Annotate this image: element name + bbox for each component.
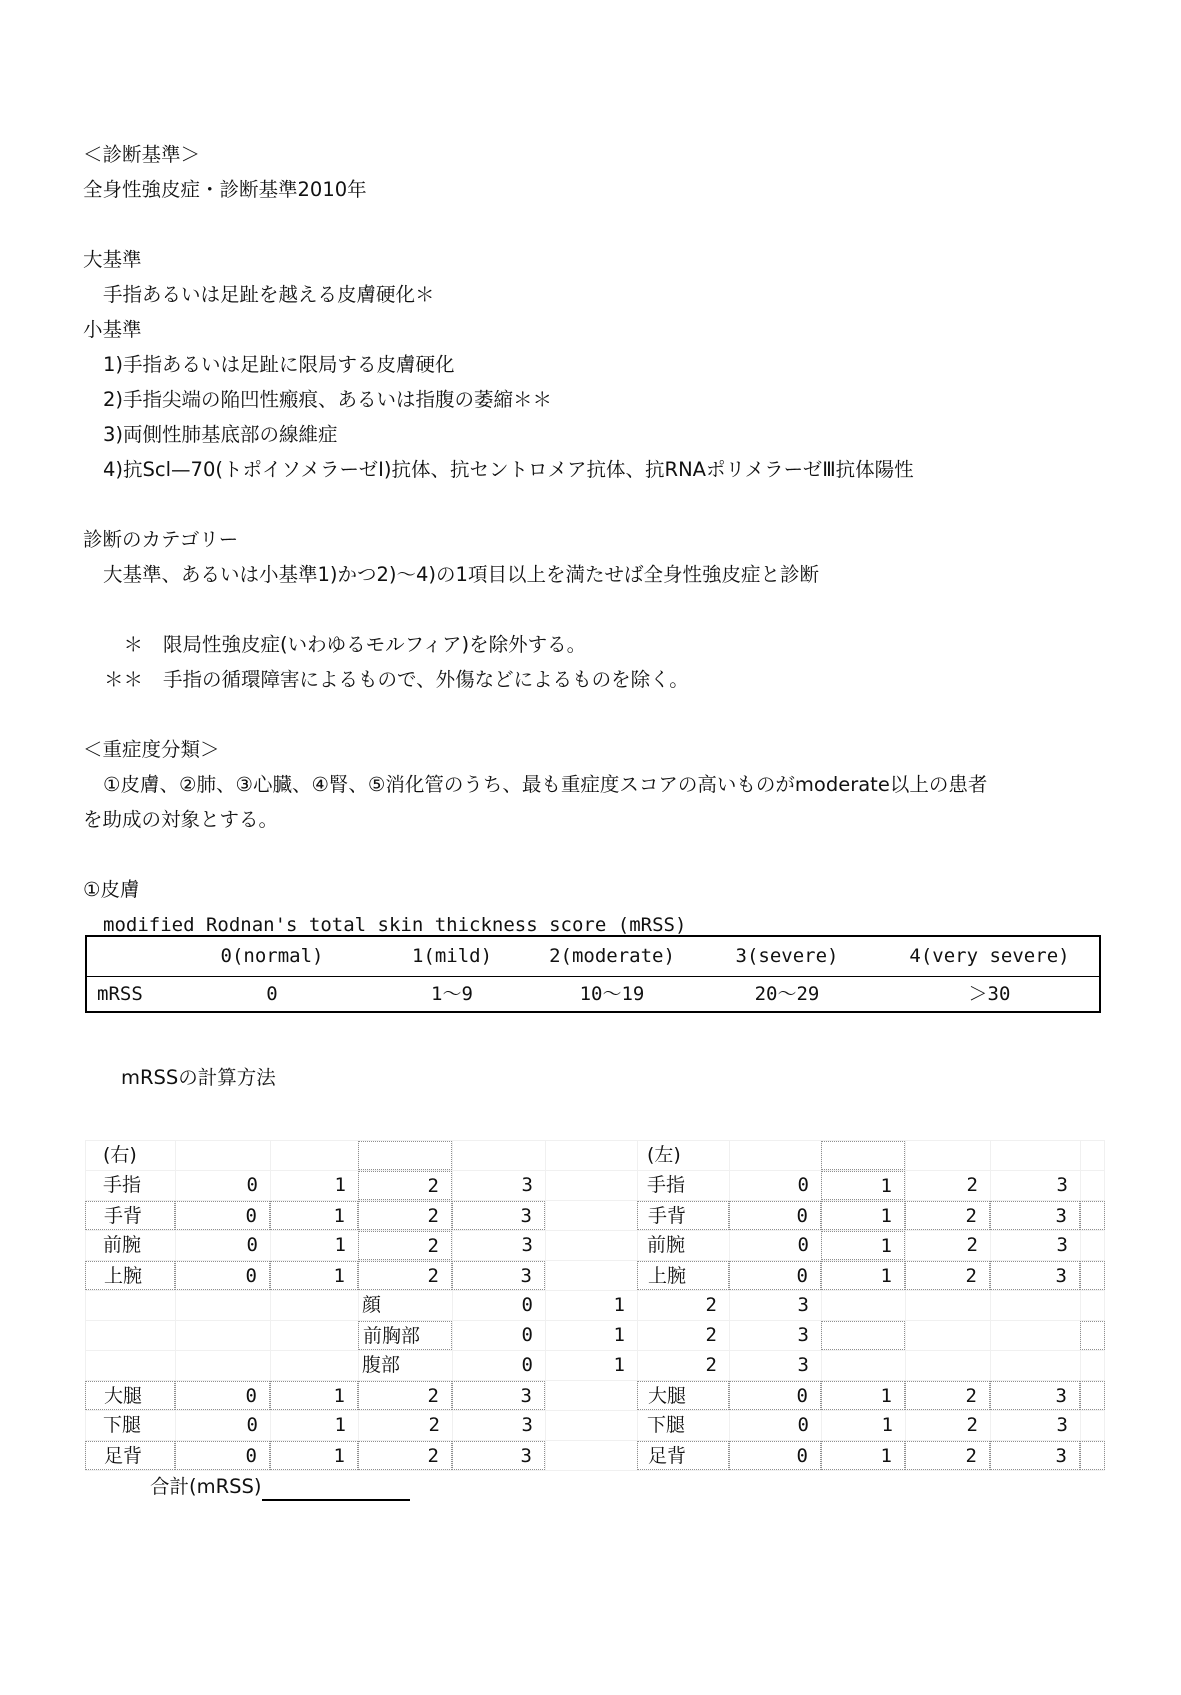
empty-cell bbox=[358, 1141, 452, 1170]
total-label: 合計(mRSS) bbox=[150, 1475, 262, 1498]
total-fill-line bbox=[262, 1477, 410, 1501]
mrss-table-header-row bbox=[87, 937, 1099, 976]
calc-row-anterior-chest bbox=[85, 1321, 1105, 1351]
major-criteria-heading: 大基準 bbox=[83, 248, 142, 271]
calc-row-thigh bbox=[85, 1381, 1105, 1411]
column-header-moderate: 2(moderate) bbox=[549, 945, 675, 967]
heading-diagnostic-criteria: ＜診断基準＞ bbox=[83, 143, 201, 166]
score-cell: 1 bbox=[821, 1441, 905, 1470]
score-cell: 0 bbox=[797, 1174, 809, 1196]
score-cell: 2 bbox=[705, 1324, 717, 1346]
calc-method-heading: mRSSの計算方法 bbox=[121, 1066, 276, 1089]
footnote-1 bbox=[103, 631, 586, 659]
score-cell: 2 bbox=[966, 1414, 978, 1436]
calc-row-abdomen bbox=[85, 1351, 1105, 1381]
score-cell: 1 bbox=[881, 1414, 893, 1436]
score-cell: 3 bbox=[452, 1441, 545, 1470]
score-cell: 2 bbox=[358, 1171, 452, 1200]
body-part-label: 手背 bbox=[637, 1201, 729, 1230]
minor-criteria-item-2: 2)手指尖端の陥凹性瘢痕、あるいは指腹の萎縮＊＊ bbox=[103, 388, 553, 411]
minor-criteria-item-4: 4)抗Scl—70(トポイソメラーゼⅠ)抗体、抗セントロメア抗体、抗RNAポリメラーゼⅢ抗体陽性 bbox=[103, 458, 914, 481]
score-cell: 0 bbox=[246, 1174, 258, 1196]
mrss-range-moderate: 10〜19 bbox=[579, 983, 645, 1005]
column-header-normal: 0(normal) bbox=[220, 945, 324, 967]
footnote-2 bbox=[103, 666, 689, 694]
body-part-label: 下腿 bbox=[103, 1414, 142, 1436]
score-cell: 1 bbox=[334, 1414, 346, 1436]
score-cell: 1 bbox=[270, 1201, 358, 1230]
mrss-caption: modified Rodnan's total skin thickness score (mRSS) bbox=[103, 914, 687, 936]
body-part-label: 大腿 bbox=[637, 1381, 729, 1410]
score-cell: 2 bbox=[358, 1261, 452, 1290]
score-cell: 1 bbox=[613, 1294, 625, 1316]
mrss-table-data-row bbox=[87, 977, 1099, 1011]
score-cell: 2 bbox=[358, 1231, 452, 1260]
score-cell: 1 bbox=[821, 1231, 905, 1260]
score-cell: 0 bbox=[246, 1234, 258, 1256]
body-part-label: 腹部 bbox=[362, 1354, 401, 1376]
score-cell: 3 bbox=[452, 1381, 545, 1410]
score-cell: 1 bbox=[270, 1261, 358, 1290]
body-part-label: 上腕 bbox=[637, 1261, 729, 1290]
body-part-label: 足背 bbox=[85, 1441, 175, 1470]
score-cell: 3 bbox=[990, 1261, 1080, 1290]
skin-section-heading: ①皮膚 bbox=[83, 878, 140, 901]
body-part-label: 前腕 bbox=[647, 1234, 686, 1256]
calc-row-forearm bbox=[85, 1231, 1105, 1261]
score-cell: 1 bbox=[613, 1324, 625, 1346]
body-part-label: 足背 bbox=[637, 1441, 729, 1470]
calc-row-hand-back bbox=[85, 1201, 1105, 1231]
score-cell: 0 bbox=[175, 1261, 270, 1290]
empty-cell bbox=[1080, 1321, 1105, 1350]
mrss-range-normal: 0 bbox=[266, 983, 278, 1005]
column-header-very-severe: 4(very severe) bbox=[909, 945, 1070, 967]
severity-heading: ＜重症度分類＞ bbox=[83, 738, 220, 761]
empty-cell bbox=[1080, 1201, 1105, 1230]
column-header-mild: 1(mild) bbox=[411, 945, 493, 967]
score-cell: 3 bbox=[1056, 1174, 1068, 1196]
column-header-severe: 3(severe) bbox=[735, 945, 839, 967]
mrss-range-very-severe: ＞30 bbox=[968, 983, 1011, 1005]
minor-criteria-item-3: 3)両側性肺基底部の線維症 bbox=[103, 423, 338, 446]
calc-row-face bbox=[85, 1291, 1105, 1321]
empty-cell bbox=[1080, 1261, 1105, 1290]
mrss-range-severe: 20〜29 bbox=[754, 983, 820, 1005]
score-cell: 2 bbox=[358, 1201, 452, 1230]
score-cell: 1 bbox=[270, 1441, 358, 1470]
body-part-label: 上腕 bbox=[85, 1261, 175, 1290]
score-cell: 1 bbox=[821, 1201, 905, 1230]
score-cell: 3 bbox=[990, 1381, 1080, 1410]
score-cell: 0 bbox=[246, 1414, 258, 1436]
body-part-label: 手指 bbox=[103, 1174, 142, 1196]
score-cell: 2 bbox=[705, 1294, 717, 1316]
right-hand-header: (右) bbox=[103, 1144, 137, 1166]
score-cell: 0 bbox=[729, 1261, 821, 1290]
score-cell: 3 bbox=[521, 1174, 533, 1196]
footnote-2-text: 手指の循環障害によるもので、外傷などによるものを除く。 bbox=[163, 668, 689, 691]
body-part-label: 手指 bbox=[647, 1174, 686, 1196]
score-cell: 3 bbox=[1056, 1234, 1068, 1256]
total-row bbox=[150, 1473, 410, 1501]
score-cell: 0 bbox=[175, 1441, 270, 1470]
mrss-row-label: mRSS bbox=[97, 983, 143, 1005]
score-cell: 2 bbox=[358, 1381, 452, 1410]
score-cell: 0 bbox=[175, 1201, 270, 1230]
score-cell: 0 bbox=[797, 1234, 809, 1256]
score-cell: 2 bbox=[905, 1441, 990, 1470]
score-cell: 3 bbox=[1056, 1414, 1068, 1436]
score-cell: 3 bbox=[521, 1234, 533, 1256]
body-part-label: 前腕 bbox=[103, 1234, 142, 1256]
body-part-label: 手背 bbox=[85, 1201, 175, 1230]
body-part-label: 顔 bbox=[362, 1294, 382, 1316]
score-cell: 2 bbox=[905, 1201, 990, 1230]
score-cell: 1 bbox=[821, 1171, 905, 1200]
score-cell: 1 bbox=[334, 1174, 346, 1196]
score-cell: 0 bbox=[175, 1381, 270, 1410]
body-part-label: 前胸部 bbox=[358, 1321, 452, 1350]
calc-row-foot-back bbox=[85, 1441, 1105, 1471]
score-cell: 0 bbox=[729, 1201, 821, 1230]
diagnosis-category-heading: 診断のカテゴリー bbox=[83, 528, 239, 551]
score-cell: 0 bbox=[797, 1414, 809, 1436]
empty-cell bbox=[1080, 1381, 1105, 1410]
body-part-label: 大腿 bbox=[85, 1381, 175, 1410]
minor-criteria-heading: 小基準 bbox=[83, 318, 142, 341]
calc-header-row bbox=[85, 1141, 1105, 1171]
score-cell: 1 bbox=[613, 1354, 625, 1376]
calc-grid bbox=[85, 1140, 1105, 1471]
footnote-1-text: 限局性強皮症(いわゆるモルフィア)を除外する。 bbox=[163, 633, 587, 656]
score-cell: 3 bbox=[797, 1324, 809, 1346]
score-cell: 1 bbox=[270, 1381, 358, 1410]
score-cell: 3 bbox=[797, 1294, 809, 1316]
mrss-score-table bbox=[85, 935, 1101, 1013]
empty-cell bbox=[821, 1141, 905, 1170]
score-cell: 0 bbox=[729, 1441, 821, 1470]
subtitle-criteria-2010: 全身性強皮症・診断基準2010年 bbox=[83, 178, 367, 201]
score-cell: 3 bbox=[452, 1201, 545, 1230]
score-cell: 3 bbox=[521, 1414, 533, 1436]
calc-row-upper-arm bbox=[85, 1261, 1105, 1291]
diagnosis-category-text: 大基準、あるいは小基準1)かつ2)〜4)の1項目以上を満たせば全身性強皮症と診断 bbox=[103, 563, 819, 586]
score-cell: 1 bbox=[821, 1381, 905, 1410]
body-part-label: 下腿 bbox=[647, 1414, 686, 1436]
score-cell: 2 bbox=[358, 1441, 452, 1470]
calc-row-lower-leg bbox=[85, 1411, 1105, 1441]
score-cell: 3 bbox=[990, 1441, 1080, 1470]
minor-criteria-item-1: 1)手指あるいは足趾に限局する皮膚硬化 bbox=[103, 353, 455, 376]
severity-intro-line1: ①皮膚、②肺、③心臓、④腎、⑤消化管のうち、最も重症度スコアの高いものがmoderate以上の患者 bbox=[103, 773, 988, 796]
mrss-range-mild: 1〜9 bbox=[431, 983, 473, 1005]
score-cell: 2 bbox=[705, 1354, 717, 1376]
score-cell: 3 bbox=[990, 1201, 1080, 1230]
score-cell: 0 bbox=[521, 1324, 533, 1346]
score-cell: 0 bbox=[521, 1294, 533, 1316]
score-cell: 1 bbox=[821, 1261, 905, 1290]
score-cell: 3 bbox=[452, 1261, 545, 1290]
score-cell: 2 bbox=[905, 1261, 990, 1290]
score-cell: 0 bbox=[521, 1354, 533, 1376]
score-cell: 0 bbox=[729, 1381, 821, 1410]
score-cell: 2 bbox=[966, 1234, 978, 1256]
empty-cell bbox=[1080, 1441, 1105, 1470]
score-cell: 3 bbox=[797, 1354, 809, 1376]
score-cell: 2 bbox=[428, 1414, 440, 1436]
left-hand-header: (左) bbox=[647, 1144, 681, 1166]
footnote-2-marker: ＊＊ bbox=[103, 668, 143, 691]
empty-cell bbox=[821, 1321, 905, 1350]
severity-intro-line2: を助成の対象とする。 bbox=[83, 808, 279, 831]
calc-row-fingers bbox=[85, 1171, 1105, 1201]
footnote-1-marker: ＊ bbox=[123, 633, 143, 656]
score-cell: 2 bbox=[905, 1381, 990, 1410]
major-criteria-item: 手指あるいは足趾を越える皮膚硬化＊ bbox=[103, 283, 435, 306]
score-cell: 1 bbox=[334, 1234, 346, 1256]
score-cell: 2 bbox=[966, 1174, 978, 1196]
